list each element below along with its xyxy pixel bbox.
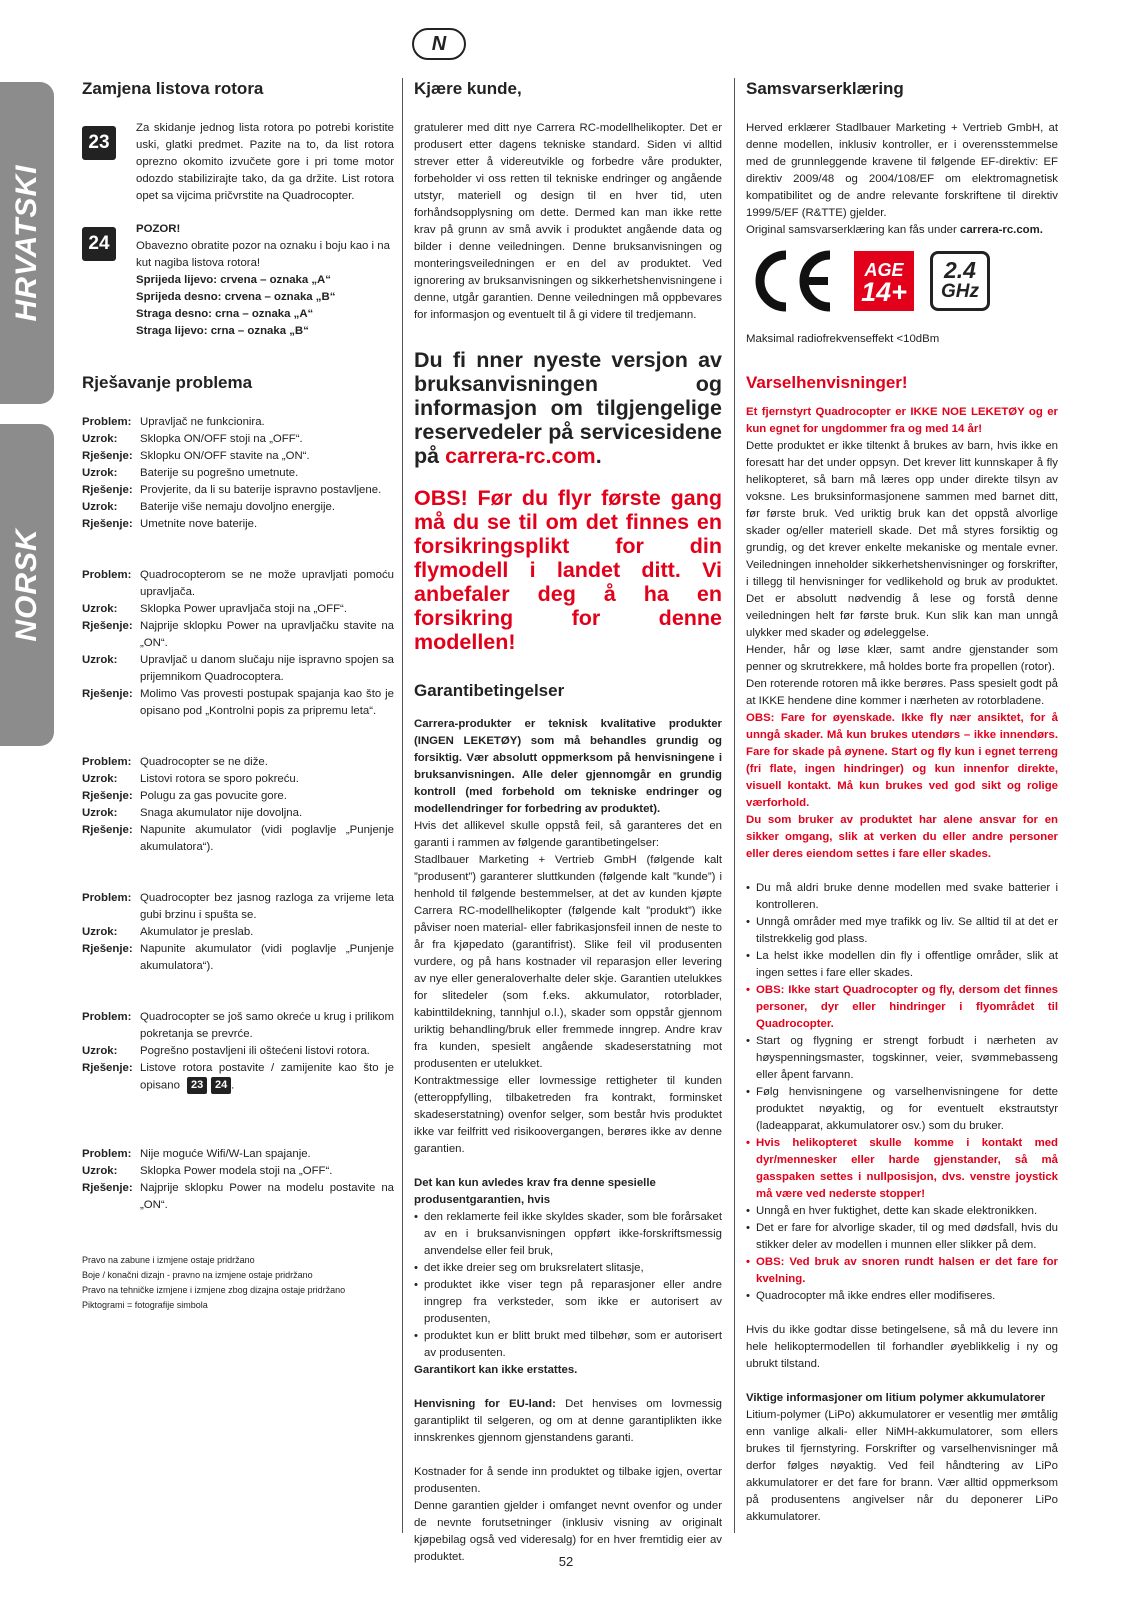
row-label: Uzrok: [82, 467, 118, 479]
side-tab-norsk [0, 424, 54, 746]
problem-block [82, 567, 394, 720]
safety-list [746, 880, 1058, 1305]
row-text: Quadrocopter bez jasnog razloga za vrijeme leta gubi brzinu i spušta se. [140, 892, 394, 921]
warnings-title: Varselhenvisninger! [746, 373, 908, 392]
column-divider [734, 78, 735, 1533]
safety-item: • Quadrocopter må ikke endres eller modifiseres. [746, 1288, 1058, 1305]
conformity-title: Samsvarserklæring [746, 79, 904, 98]
latest-end: . [595, 444, 602, 468]
footnotes [82, 1253, 394, 1313]
row-label: Problem: [82, 756, 132, 768]
column-norwegian-warranty [414, 78, 722, 1566]
warning-text: Dette produktet er ikke tiltenkt å brukes av barn, hvis ikke en foresatt har det under oppsyn. Det krever litt kunnskaper å fly helikopteret, så barn må læres opp under direkte tilsyn av voksne. Les bruksinformasjonene sammen med barnet ditt, før første bruk. Ved uriktig bruk kan det oppstå alvorlige skader og/eller materiell skade. Det må styres forsiktig og grundig, og det krever enkelte mekaniske og mentale evner. Veiledningen inneholder sikkerhetshenvisninger og forskrifter, i tillegg til henvisninger for vedlikehold og bruk av produktet. Det er absolutt nødvendig å lese og forstå denne veiledningen helt før første bruk. Kun slik kan man unngå ulykker med skader og ødeleggelse. [746, 440, 1058, 639]
row-text: Umetnite nove baterije. [140, 518, 258, 530]
safety-item-red: • Hvis helikopteret skulle komme i kontakt med dyr/mennesker eller harde gjenstander, så må gasspaken settes i nullposisjon, dvs. venstre joystick må være ved nederste stopper! [746, 1135, 1058, 1203]
claims-item: • produktet kun er blitt brukt med tilbehør, som er autorisert av produsenten. [414, 1328, 722, 1362]
safety-item-red: • OBS: Ved bruk av snoren rundt halsen er det fare for kvelning. [746, 1254, 1058, 1288]
original-text: Original samsvarserklæring kan fås under [746, 224, 957, 236]
row-label: Problem: [82, 569, 132, 581]
row-label: Uzrok: [82, 773, 118, 785]
dear-customer-title: Kjære kunde, [414, 79, 522, 98]
warning-text: Den roterende rotoren må ikke berøres. Pass spesielt godt på at IKKE hendene dine kommer i nærheten av rotorbladene. [746, 678, 1058, 707]
step-ref-badge: 24 [211, 1077, 231, 1094]
pozor-item: Straga desno: crna – oznaka „A“ [136, 308, 314, 320]
safety-item-red: • OBS: Ikke start Quadrocopter og fly, dersom det finnes personer, dyr eller hindringer i flyområdet til Quadrocopter. [746, 982, 1058, 1033]
row-label: Rješenje: [82, 450, 133, 462]
latest-text: Du fi nner nyeste versjon av bruksanvisningen og informasjon om tilgjengelige reservedeler på servicesidene på [414, 348, 722, 468]
column-croatian [82, 78, 394, 1313]
lipo-text: Litium-polymer (LiPo) akkumulatorer er vesentlig mer ømtålig enn vanlige alkali- eller NiMH-akkumulatorer, som ellers brukes til fjernstyring. Forskrifter og varselhenvisninger må derfor følges nøyaktig. Ved feil håndtering av LiPo akkumulatorer er det fare for brann. Vær alltid oppmerksom på produsentens angivelser når du deponerer LiPo akkumulatorer. [746, 1409, 1058, 1523]
row-text: Polugu za gas povucite gore. [140, 790, 287, 802]
card-note: Garantikort kan ikke erstattes. [414, 1364, 578, 1376]
pozor-title: POZOR! [136, 223, 181, 235]
row-label: Rješenje: [82, 943, 133, 955]
warranty-text: Kontraktmessige eller lovmessige rettigheter til kunden (etteroppfylling, tilbaketreden fra kontrakt, forminsket skadeserstatning) ovenfor selger, som består hvis produktet ikke var feilfritt ved risikoovergangen, berøres ikke av denne garantien. [414, 1075, 722, 1155]
ghz-line: GHz [941, 281, 979, 302]
safety-item: • Det er fare for alvorlige skader, til og med dødsfall, hvis du stikker deler av modellen i munnen eller slikker på dem. [746, 1220, 1058, 1254]
warranty-bold-text: Carrera-produkter er teknisk kvalitative produkter (INGEN LEKETØY) som må behandles grundig og forsiktig. Vær absolutt oppmerksom på henvisningene i bruksanvisningen. Alle deler gjennomgår en grundig kontroll (med forbehold om tekniske endringer og modellendringer for forbedring av produktet). [414, 718, 722, 815]
original-note [746, 222, 1058, 239]
safety-item: • Unngå en hver fuktighet, dette kan skade elektronikken. [746, 1203, 1058, 1220]
row-label: Rješenje: [82, 1062, 133, 1074]
row-label: Rješenje: [82, 824, 133, 836]
latest-version-note [414, 348, 722, 468]
eu-text: Det henvises om lovmessig garantiplikt til selgeren, og om at denne garantiplikten ikke innskrenkes gjennom gjenstandens garanti. [414, 1398, 723, 1444]
row-label: Rješenje: [82, 620, 133, 632]
problem-block [82, 414, 394, 533]
row-text: Pogrešno postavljeni ili oštećeni listovi rotora. [140, 1045, 370, 1057]
footnote: Pravo na zabune i izmjene ostaje pridržano [82, 1254, 255, 1265]
safety-item: • La helst ikke modellen din fly i offentlige områder, slik at ingen settes i fare eller skades. [746, 948, 1058, 982]
pozor-item: Sprijeda desno: crvena – oznaka „B“ [136, 291, 336, 303]
row-text: Molimo Vas provesti postupak spajanja kao što je opisano pod „Kontrolni popis za pripremu leta“. [140, 688, 394, 717]
problem-block [82, 1146, 394, 1214]
row-label: Uzrok: [82, 926, 118, 938]
page-number: 52 [558, 1554, 574, 1569]
row-text: Snaga akumulator nije dovoljna. [140, 807, 303, 819]
eu-label: Henvisning for EU-land: [414, 1398, 556, 1410]
age-line: AGE [864, 260, 904, 280]
row-text: Sklopka ON/OFF stoji na „OFF“. [140, 433, 303, 445]
row-text: Napunite akumulator (vidi poglavlje „Punjenje akumulatora“). [140, 824, 394, 853]
footnote: Boje / konačni dizajn - pravno na izmjene ostaje pridržano [82, 1269, 313, 1280]
claims-item: • produktet ikke viser tegn på reparasjoner eller andre inngrep fra verksteder, som ikke er autorisert av produsenten, [414, 1277, 722, 1328]
claims-title: Det kan kun avledes krav fra denne spesielle produsentgarantien, hvis [414, 1177, 656, 1206]
warning-red-text: Et fjernstyrt Quadrocopter er IKKE NOE LEKETØY og er kun egnet for ungdommer fra og med 14 år! [746, 406, 1058, 435]
warning-red-text: Du som bruker av produktet har alene ansvar for en sikker omgang, slik at verken du eller andre personer eller deres eiendom settes i fare eller skades. [746, 814, 1058, 860]
column-norwegian-safety [746, 78, 1058, 1526]
row-label: Uzrok: [82, 501, 118, 513]
row-label: Rješenje: [82, 790, 133, 802]
step-text: Za skidanje jednog lista rotora po potrebi koristite uski, glatki predmet. Pazite na to, da list rotora oprezno okomito izvučete gore i pri tome motor odozdo stabilizirajte tako, da ga držite. List rotora opet sa vijcima pričvrstite na Quadrocopter. [136, 122, 394, 202]
lipo-title: Viktige informasjoner om litium polymer akkumulatorer [746, 1392, 1046, 1404]
ce-mark-icon [746, 249, 838, 313]
step-number-badge: 23 [82, 126, 116, 160]
claims-item: • det ikke dreier seg om bruksrelatert slitasje, [414, 1260, 722, 1277]
problem-block [82, 1009, 394, 1095]
warning-red-text: OBS: Fare for øyenskade. Ikke fly nær ansiktet, for å unngå skader. Må kun brukes utendørs – ikke innendørs. Fare for skade på øynene. Start og fly kun i egnet terreng (fri flate, ingen hindringer) og kun innenfor direkte, visuell kontakt. Må kun brukes ved god sikt og rolige værforhold. [746, 712, 1058, 809]
row-text: Listovi rotora se sporo pokreću. [140, 773, 299, 785]
problem-block [82, 754, 394, 856]
intro-text: gratulerer med ditt nye Carrera RC-modellhelikopter. Det er produsert etter dagens tekniske standard. Siden vi alltid strever etter å videreutvikle og forbedre våre produkter, forbeholder vi oss retten til tekniske endringer og angående utstyr, materiell og design til en hver tid, uten forhåndsopplysning om dette. Dermed kan man ikke rette krav på grunn av små avvik i produktet angående data og bilder i denne veiledningen. Denne bruksanvisningen og monteringsveiledningen er en del av produktet. Ved ignorering av bruksanvisningen og sikkerhetshenvisningene i denne, utgår garantien. Denne veiledningen må oppbevares for informasjon og eventuelt til å gi videre til tredjemann. [414, 122, 722, 321]
row-text: Najprije sklopku Power na modelu postavite na „ON“. [140, 1181, 394, 1211]
row-text: Najprije sklopku Power na upravljačku stavite na „ON“. [140, 620, 394, 649]
row-text [140, 1060, 394, 1095]
row-text: Quadrocopter se još samo okreće u krug i prilikom pokretanja se prevrće. [140, 1011, 394, 1040]
side-tab-label: HRVATSKI [10, 164, 43, 322]
safety-item: • Følg henvisningene og varselhenvisningene for dette produktet nøyaktig, og for eventuelt ekstrautstyr (ladeapparat, akkumulatorer osv.) som du bruker. [746, 1084, 1058, 1135]
age-line: 14+ [861, 277, 907, 307]
rotor-title: Zamjena listova rotora [82, 79, 264, 98]
problems-title: Rješavanje problema [82, 373, 253, 392]
side-tab-label: NORSK [10, 528, 43, 642]
problem-block [82, 890, 394, 975]
solution-text: Listove rotora postavite / zamijenite kao što je opisano [140, 1062, 394, 1092]
age-14-plus-icon [854, 251, 914, 311]
row-text: Provjerite, da li su baterije ispravno postavljene. [140, 484, 382, 496]
safety-item: • Du må aldri bruke denne modellen med svake batterier i kontrolleren. [746, 880, 1058, 914]
footnote: Pravo na tehničke izmjene i izmjene zbog dizajna ostaje pridržano [82, 1284, 346, 1295]
step-number-badge: 24 [82, 227, 116, 261]
row-text: Nije moguće Wifi/W-Lan spajanje. [140, 1147, 311, 1160]
radio-power-text: Maksimal radiofrekvenseffekt <10dBm [746, 333, 940, 345]
warranty-title: Garantibetingelser [414, 681, 565, 700]
row-label: Problem: [82, 892, 132, 904]
row-text: Quadrocopter se ne diže. [140, 756, 268, 768]
footnote: Piktogrami = fotografije simbola [82, 1299, 208, 1310]
row-label: Uzrok: [82, 1164, 118, 1177]
row-label: Problem: [82, 1147, 132, 1160]
row-text: Sklopka Power upravljača stoji na „OFF“. [140, 603, 348, 615]
eu-note [414, 1396, 722, 1447]
step-ref-badge: 23 [187, 1077, 207, 1094]
side-tab-hrvatski [0, 82, 54, 404]
warranty-text: Stadlbauer Marketing + Vertrieb GmbH (følgende kalt ”produsent”) garanterer sluttkunden (følgende kalt ”kunde”) i henhold til følgende bestemmelser, at det av kunden kjøpte Carrera RC-modellhelikopter (følgende kalt ”produkt”) ikke påviser noen material- eller fabrikasjonsfeil innen de neste to år fra kjøpedato (garantifrist). Slike feil vil produsenten vurdere, og på hans kostnader vil reparasjon eller levering av nye eller generaloverhalte deler skje. Garantien utelukkes for slitedeler (som f.eks. akkumulator, rotorblader, kabinttildekning, tannhjul o.l.), skader som oppstår gjennom uriktig behandling/bruk eller fremmede inngrep. Andre krav fra kunden, spesielt angående skadeserstatning mot produsenten er utelukket. [414, 854, 722, 1070]
insurance-notice: OBS! Før du flyr første gang må du se til om det finnes en forsikringsplikt for din flymodell i landet ditt. Vi anbefaler deg å ha en forsikring for denne modellen! [414, 486, 722, 654]
row-text: Upravljač u danom slučaju nije ispravno spojen sa prijemnikom Quadrocoptera. [140, 654, 394, 683]
carrera-link[interactable]: carrera-rc.com. [959, 224, 1043, 236]
row-text: Akumulator je preslab. [140, 926, 254, 938]
row-text: Baterije više nemaju dovoljno energije. [140, 501, 336, 513]
claims-list [414, 1209, 722, 1362]
row-text: Upravljač ne funkcionira. [140, 416, 265, 428]
row-label: Problem: [82, 416, 132, 428]
pozor-text: Obavezno obratite pozor na oznaku i boju kao i na kut nagiba listova rotora! [136, 240, 390, 269]
conformity-text: Herved erklærer Stadlbauer Marketing + Vertrieb GmbH, at denne modellen, inklusiv kontroller, er i overensstemmelse med de grunnleggende kravene til følgende EF-direktiv: EF direktiv 2009/48 og 2004/108/EF om elektromagnetisk kompatibilitet og de andre relevante forskriftene til direktiv 1999/5/EF (R&TTE) gjelder. [746, 122, 1058, 219]
row-text: Baterije su pogrešno umetnute. [140, 467, 299, 479]
column-divider [402, 78, 403, 1533]
solution-tail: . [231, 1079, 235, 1092]
certification-logos [746, 239, 1058, 323]
frequency-2-4-ghz-icon [930, 251, 990, 311]
claims-item: • den reklamerte feil ikke skyldes skader, som ble forårsaket av en i bruksanvisningen oppført ikke-forskriftsmessig anvendelse eller feil bruk, [414, 1209, 722, 1260]
carrera-link[interactable]: carrera-rc.com [445, 444, 596, 468]
row-text: Quadrocopterom se ne može upravljati pomoću upravljača. [140, 569, 394, 598]
row-label: Uzrok: [82, 433, 118, 445]
row-label: Uzrok: [82, 807, 118, 819]
row-label: Rješenje: [82, 688, 133, 700]
step-24 [82, 221, 394, 340]
row-label: Uzrok: [82, 1045, 118, 1057]
row-text: Sklopka Power modela stoji na „OFF“. [140, 1164, 333, 1177]
final-text: Denne garantien gjelder i omfanget nevnt ovenfor og under de nevnte forutsetninger (inklusiv visning av originalt kjøpebilag også ved videresalg) for en hver fremtidig eier av produktet. [414, 1500, 722, 1563]
row-label: Uzrok: [82, 603, 118, 615]
row-label: Problem: [82, 1011, 132, 1023]
ghz-line: 2.4 [944, 257, 976, 283]
warranty-text: Hvis det allikevel skulle oppstå feil, så garanteres det en garanti i rammen av følgende garantibetingelser: [414, 820, 722, 849]
row-text: Sklopku ON/OFF stavite na „ON“. [140, 450, 310, 462]
safety-item: • Unngå områder med mye trafikk og liv. Se alltid til at det er tilstrekkelig god plass. [746, 914, 1058, 948]
row-label: Uzrok: [82, 654, 118, 666]
row-label: Rješenje: [82, 518, 133, 530]
row-text: Napunite akumulator (vidi poglavlje „Punjenje akumulatora“). [140, 943, 394, 972]
language-badge: N [412, 28, 466, 60]
pozor-item: Sprijeda lijevo: crvena – oznaka „A“ [136, 274, 331, 286]
warning-text: Hender, hår og løse klær, samt andre gjenstander som penner og skrutrekkere, må holdes borte fra propellen (rotor). [746, 644, 1058, 673]
pozor-item: Straga lijevo: crna – oznaka „B“ [136, 325, 309, 337]
row-label: Rješenje: [82, 484, 133, 496]
accept-text: Hvis du ikke godtar disse betingelsene, så må du levere inn hele helikoptermodellen til forhandler øyeblikkelig i ny og ubrukt tilstand. [746, 1324, 1058, 1370]
safety-item: • Start og flygning er strengt forbudt i nærheten av høyspenningsmaster, togskinner, veier, svømmebasseng eller åpent farvann. [746, 1033, 1058, 1084]
step-23 [82, 120, 394, 205]
row-label: Rješenje: [82, 1181, 133, 1194]
cost-text: Kostnader for å sende inn produktet og tilbake igjen, overtar produsenten. [414, 1466, 722, 1495]
